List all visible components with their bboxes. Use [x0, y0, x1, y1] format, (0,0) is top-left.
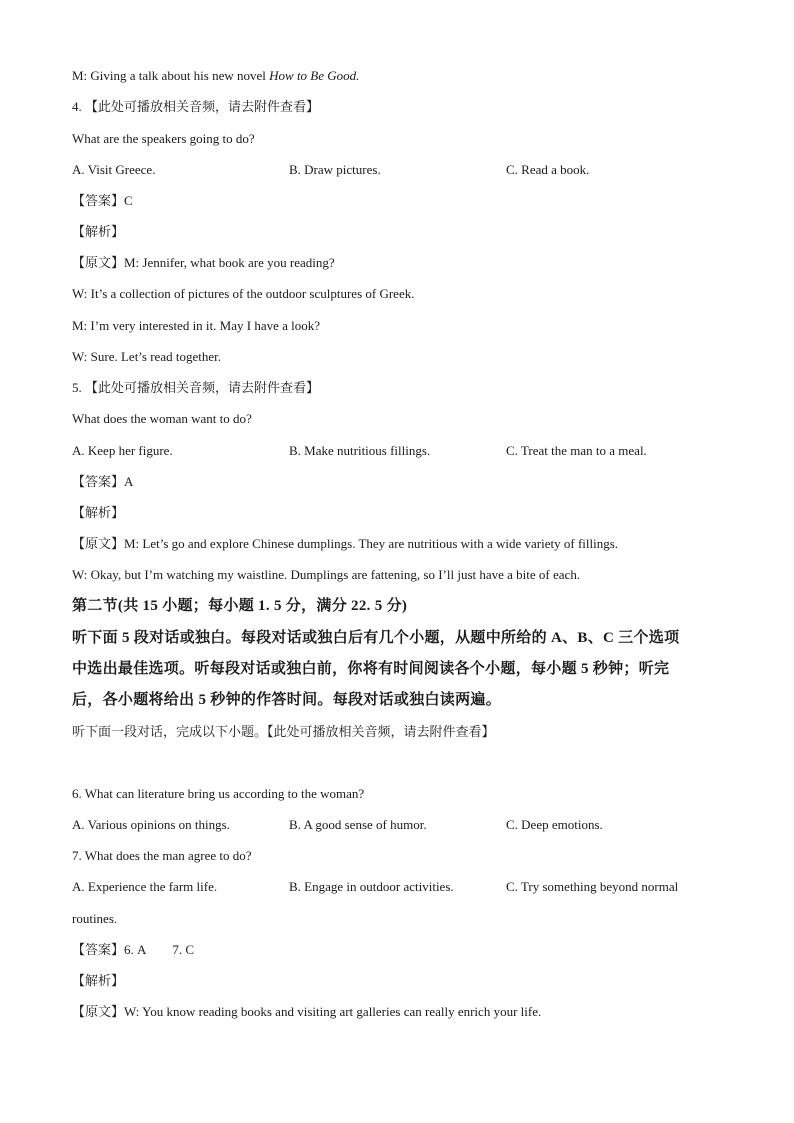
q4-option-b: B. Draw pictures.: [289, 162, 381, 177]
q7-option-a: A. Experience the farm life.: [72, 879, 218, 894]
section-2-instruction-3: 后，各小题将给出 5 秒钟的作答时间。每段对话或独白读两遍。: [72, 692, 502, 708]
q6-option-c: C. Deep emotions.: [506, 817, 603, 832]
q4-transcript-3: M: I’m very interested in it. May I have a look?: [72, 318, 321, 333]
q5-option-b: B. Make nutritious fillings.: [289, 443, 431, 458]
q4-transcript-2: W: It’s a collection of pictures of the outdoor sculptures of Greek.: [72, 286, 415, 301]
q6-7-transcript-1: 【原文】W: You know reading books and visiting art galleries can really enrich your life.: [72, 1004, 542, 1019]
q4-option-c: C. Read a book.: [506, 162, 590, 177]
q7-option-c-continued: routines.: [72, 911, 118, 926]
q4-option-a: A. Visit Greece.: [72, 162, 156, 177]
q5-answer: 【答案】A: [72, 474, 134, 489]
q6-7-analysis-label: 【解析】: [72, 973, 125, 988]
q6-7-answer: 【答案】6. A 7. C: [72, 942, 195, 957]
q4-transcript-4: W: Sure. Let’s read together.: [72, 349, 221, 364]
question-7-text: 7. What does the man agree to do?: [72, 848, 252, 863]
q6-option-b: B. A good sense of humor.: [289, 817, 427, 832]
q4-analysis-label: 【解析】: [72, 224, 125, 239]
q4-transcript-1: 【原文】M: Jennifer, what book are you reading?: [72, 255, 335, 270]
question-5-text: What does the woman want to do?: [72, 411, 252, 426]
q5-option-c: C. Treat the man to a meal.: [506, 443, 647, 458]
transcript-line: M: Giving a talk about his new novel How to Be Good.: [72, 68, 360, 83]
question-6-text: 6. What can literature bring us according to the woman?: [72, 786, 365, 801]
novel-title: How to Be Good.: [269, 68, 360, 83]
question-4-header[interactable]: 4. 【此处可播放相关音频，请去附件查看】: [72, 99, 320, 114]
q7-option-b: B. Engage in outdoor activities.: [289, 879, 454, 894]
q7-option-c: C. Try something beyond normal: [506, 879, 679, 894]
section-2-instruction-2: 中选出最佳选项。听每段对话或独白前，你将有时间阅读各个小题，每小题 5 秒钟；听完: [72, 661, 670, 677]
question-5-header[interactable]: 5. 【此处可播放相关音频，请去附件查看】: [72, 380, 320, 395]
q5-analysis-label: 【解析】: [72, 505, 125, 520]
section-2-instruction-1: 听下面 5 段对话或独白。每段对话或独白后有几个小题，从题中所给的 A、B、C 三个选项: [72, 630, 680, 646]
q4-answer: 【答案】C: [72, 193, 133, 208]
dialog-intro[interactable]: 听下面一段对话，完成以下小题。【此处可播放相关音频，请去附件查看】: [72, 724, 495, 739]
q5-option-a: A. Keep her figure.: [72, 443, 173, 458]
q6-option-a: A. Various opinions on things.: [72, 817, 230, 832]
section-2-title: 第二节(共 15 小题；每小题 1. 5 分，满分 22. 5 分): [72, 598, 408, 614]
q5-transcript-2: W: Okay, but I’m watching my waistline. Dumplings are fattening, so I’ll just have a bite of each.: [72, 567, 581, 582]
question-4-text: What are the speakers going to do?: [72, 131, 255, 146]
q5-transcript-1: 【原文】M: Let’s go and explore Chinese dumplings. They are nutritious with a wide variety of fillings.: [72, 536, 619, 551]
